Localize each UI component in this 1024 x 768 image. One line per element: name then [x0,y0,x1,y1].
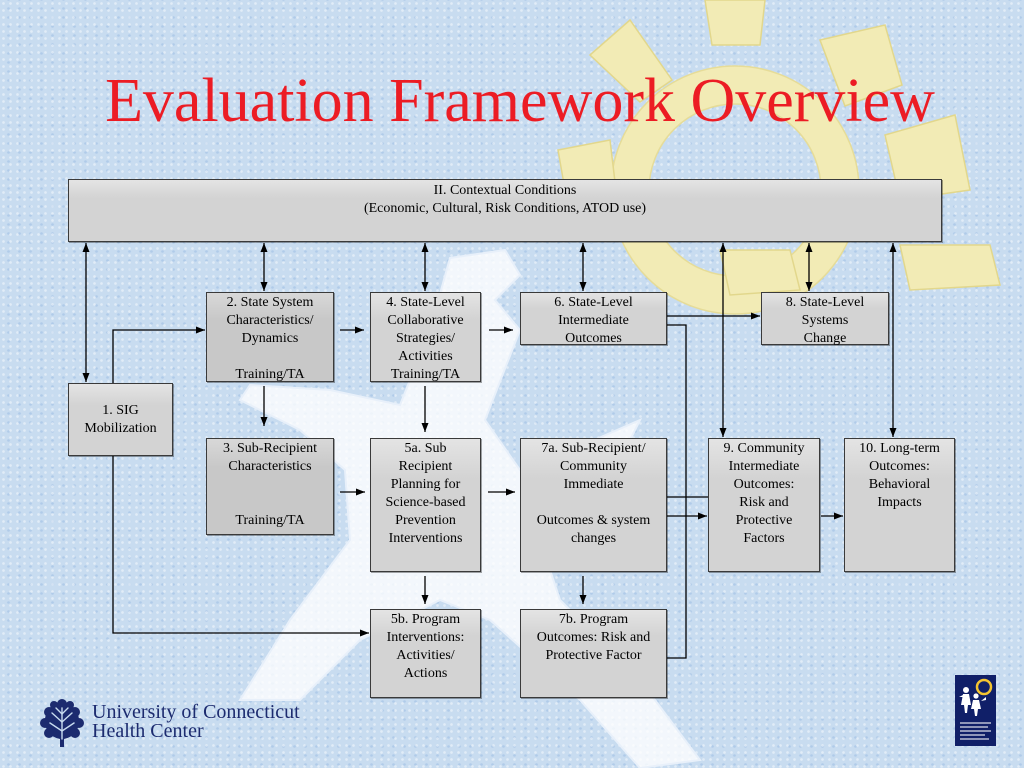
box-7a-community-immediate-outcomes [520,438,667,572]
box-8-state-level-systems-change [761,292,889,345]
sun-ray [900,245,1000,290]
box-6-text: 6. State-Level Intermediate Outcomes [554,295,633,346]
figures-under-sun-icon [955,675,996,746]
box-5b-program-interventions [370,609,481,698]
box-7b-program-outcomes [520,609,667,698]
institution-name [92,703,300,741]
sun-ray [705,0,765,45]
box-10-long-term-outcomes [844,438,955,572]
box-9-text: 9. Community Intermediate Outcomes: Risk and Protective Factors [723,441,805,546]
box-5b-text: 5b. Program Interventions: Activities/ Actions [386,612,465,681]
box-contextual-conditions [68,179,942,242]
box-1-text: 1. SIG Mobilization [84,402,157,436]
institution-name-line1: University of Connecticut [92,701,300,723]
box-4-text: 4. State-Level Collaborative Strategies/ Activities Training/TA [386,295,465,382]
sun-ray [720,250,800,295]
box-5a-text: 5a. Sub Recipient Planning for Science-based Prevention Interventions [385,441,466,546]
box-4-state-level-strategies [370,292,481,382]
box-5a-sub-recipient-planning [370,438,481,572]
box-7a-text: 7a. Sub-Recipient/ Community Immediate Outcomes & system changes [536,441,651,546]
box-3-text: 3. Sub-Recipient Characteristics Training/TA [222,441,318,528]
box-10-text: 10. Long-term Outcomes: Behavioral Impacts [859,441,940,510]
box-8-text: 8. State-Level Systems Change [785,295,865,346]
box-2-text: 2. State System Characteristics/ Dynamics Training/TA [226,295,314,382]
institution-name-line2: Health Center [92,720,204,742]
box-9-community-intermediate-outcomes [708,438,820,572]
box-7b-text: 7b. Program Outcomes: Risk and Protective Factor [536,612,651,663]
box-2-state-system-characteristics [206,292,334,382]
sun-watermark-icon [558,0,1000,314]
box-6-state-level-intermediate-outcomes [520,292,667,345]
context-title: II. Contextual Conditions [433,183,577,198]
oak-tree-emblem-icon [40,699,84,749]
box-3-sub-recipient-characteristics [206,438,334,535]
box-1-sig-mobilization [68,383,173,456]
slide-title: Evaluation Framework Overview [105,67,935,135]
context-subtitle: (Economic, Cultural, Risk Conditions, ATOD use) [363,201,647,216]
